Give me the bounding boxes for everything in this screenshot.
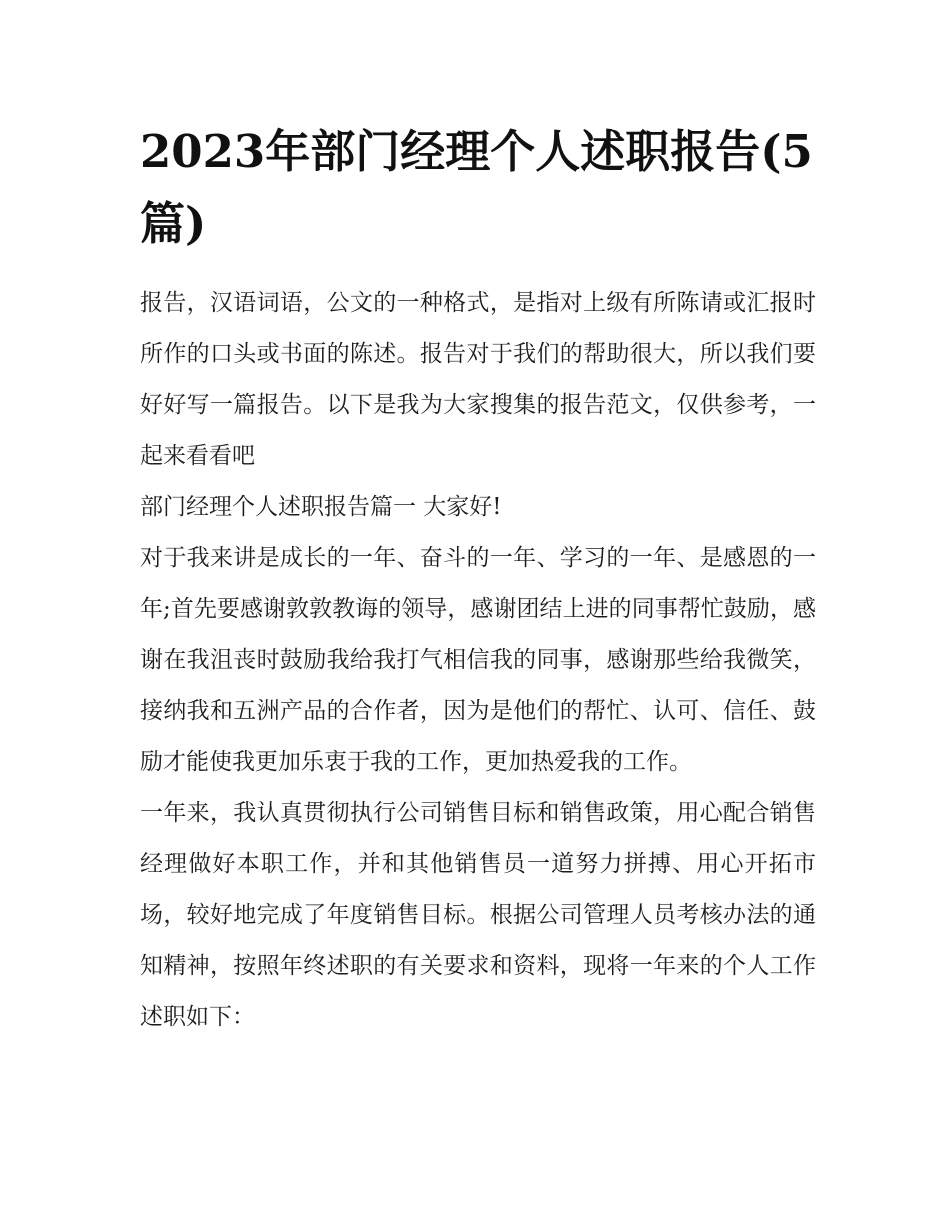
document-title: 2023年部门经理个人述职报告(5篇): [140, 125, 813, 250]
document-body: [140, 278, 816, 1043]
summary-paragraph: 一年来，我认真贯彻执行公司销售目标和销售政策，用心配合销售经理做好本职工作，并和其他销售员一道努力拼搏、用心开拓市场，较好地完成了年度销售目标。根据公司管理人员考核办法的通知精神，按照年终述职的有关要求和资料，现将一年来的个人工作述职如下：: [140, 800, 816, 1030]
intro-paragraph: 报告，汉语词语，公文的一种格式，是指对上级有所陈请或汇报时所作的口头或书面的陈述。报告对于我们的帮助很大，所以我们要好好写一篇报告。以下是我为大家搜集的报告范文，仅供参考，一起来看看吧: [140, 290, 816, 469]
section-heading-paragraph: 部门经理个人述职报告篇一 大家好!: [140, 494, 502, 520]
gratitude-paragraph: 对于我来讲是成长的一年、奋斗的一年、学习的一年、是感恩的一年;首先要感谢敦敦教诲的领导，感谢团结上进的同事帮忙鼓励，感谢在我沮丧时鼓励我给我打气相信我的同事，感谢那些给我微笑，接纳我和五洲产品的合作者，因为是他们的帮忙、认可、信任、鼓励才能使我更加乐衷于我的工作，更加热爱我的工作。: [140, 545, 816, 775]
